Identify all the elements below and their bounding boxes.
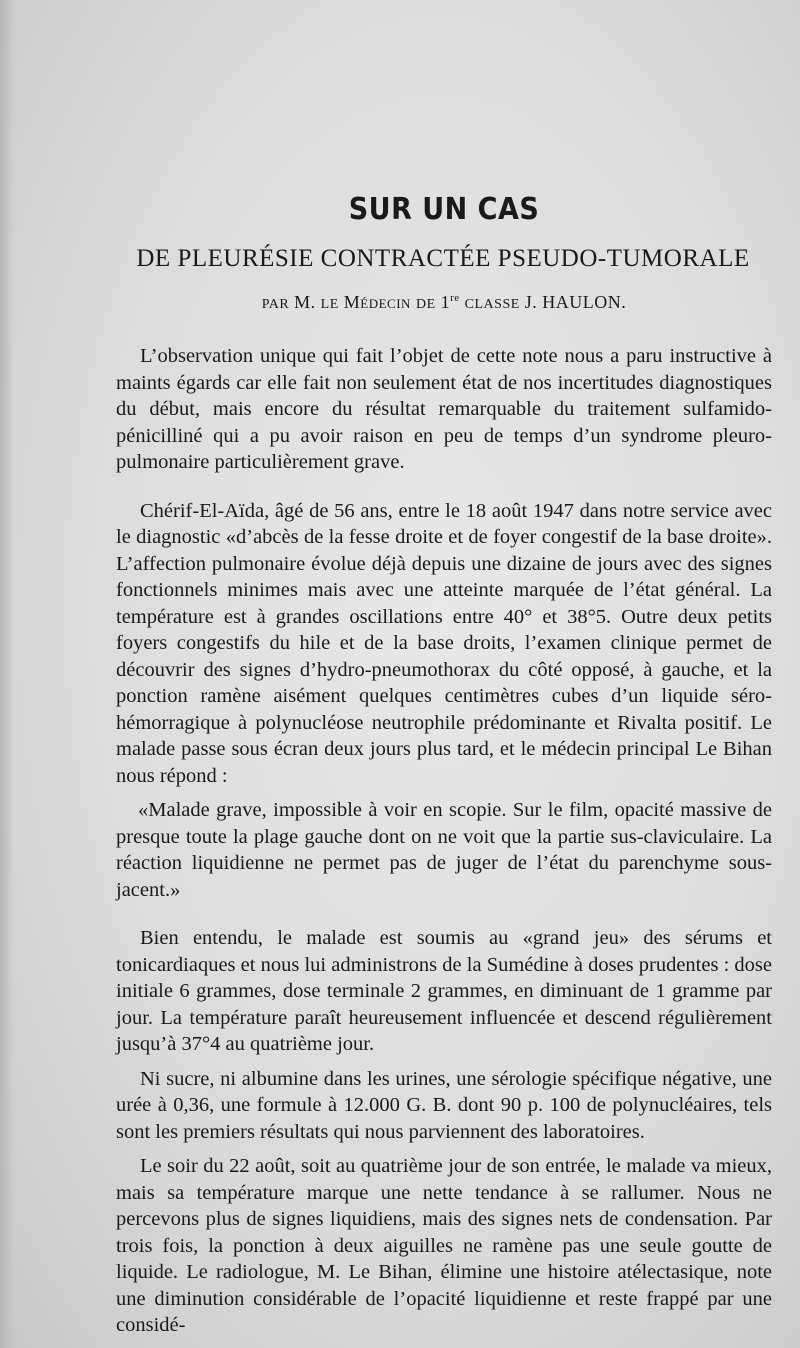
- byline-medecin: Médecin: [343, 292, 411, 312]
- byline-le: LE: [320, 297, 339, 312]
- paragraph-evolution: Le soir du 22 août, soit au quatrième jour de son entrée, le malade va mieux, mais sa température marque une nette tendance à se rallumer. Nous ne percevons plus de signes liquidiens, mais des signes nets de condensation. Par trois fois, la ponction à deux aiguilles ne ramène pas une seule goutte de liquide. Le radiologue, M. Le Bihan, élimine une histoire atélectasique, note une diminution considérable de l’opacité liquidienne et reste frappé par une considé-: [116, 1155, 772, 1336]
- paragraph-intro: L’observation unique qui fait l’objet de cette note nous a paru instructive à maints égards car elle fait non seulement état de nos incertitudes diagnostiques du début, mais encore du résultat remarquable du traitement sulfamido-pénicilliné qui a pu avoir raison en peu de temps d’un syndrome pleuro-pulmonaire particulièrement grave.: [116, 345, 772, 473]
- article-title: SUR UN CAS: [348, 192, 540, 227]
- paragraph-radiology-quote: «Malade grave, impossible à voir en scopie. Sur le film, opacité massive de presque toute la plage gauche dont on ne voit que la partie sus-claviculaire. La réaction liquidienne ne permet pas de juger de l’état du parenchyme sous-jacent.»: [116, 799, 772, 901]
- byline-classe: CLASSE: [464, 297, 520, 312]
- byline-rank-number: 1re: [440, 292, 460, 312]
- author-byline: [116, 292, 772, 313]
- article-subtitle: DE PLEURÉSIE CONTRACTÉE PSEUDO-TUMORALE: [136, 245, 750, 272]
- page-edge-shadow: [0, 0, 14, 1348]
- paragraph-treatment: Bien entendu, le malade est soumis au «grand jeu» des sérums et tonicardiaques et nous lui administrons de la Sumédine à doses prudentes : dose initiale 6 grammes, dose terminale 2 grammes, en diminuant de 1 gramme par jour. La température paraît heureusement influencée et descend régulièrement jusqu’à 37°4 au quatrième jour.: [116, 927, 772, 1055]
- byline-rank-superscript: re: [450, 292, 460, 304]
- byline-par: PAR: [261, 297, 290, 312]
- article: [116, 190, 772, 1347]
- paragraph-lab-results: Ni sucre, ni albumine dans les urines, une sérologie spécifique négative, une urée à 0,36, une formule à 12.000 G. B. dont 90 p. 100 de polynucléaires, tels sont les premiers résultats qui nous parviennent des laboratoires.: [116, 1067, 772, 1143]
- byline-m: M.: [294, 292, 316, 312]
- paragraph-case: Chérif-El-Aïda, âgé de 56 ans, entre le 18 août 1947 dans notre service avec le diagnostic «d’abcès de la fesse droite et de foyer congestif de la base droite». L’affection pulmonaire évolue déjà depuis une dizaine de jours avec des signes fonctionnels minimes mais avec une atteinte marquée de l’état général. La température est à grandes oscillations entre 40° et 38°5. Outre deux petits foyers congestifs du hile et de la base droits, l’examen clinique permet de découvrir des signes d’hydro-pneumothorax du côté opposé, à gauche, et la ponction ramène aisément quelques centimètres cubes d’un liquide séro-hémorragique à polynucléose neutrophile prédominante et Rivalta positif. Le malade passe sous écran deux jours plus tard, et le médecin principal Le Bihan nous répond :: [116, 499, 772, 787]
- byline-de: DE: [415, 297, 436, 312]
- byline-author: J. HAULON.: [524, 292, 627, 312]
